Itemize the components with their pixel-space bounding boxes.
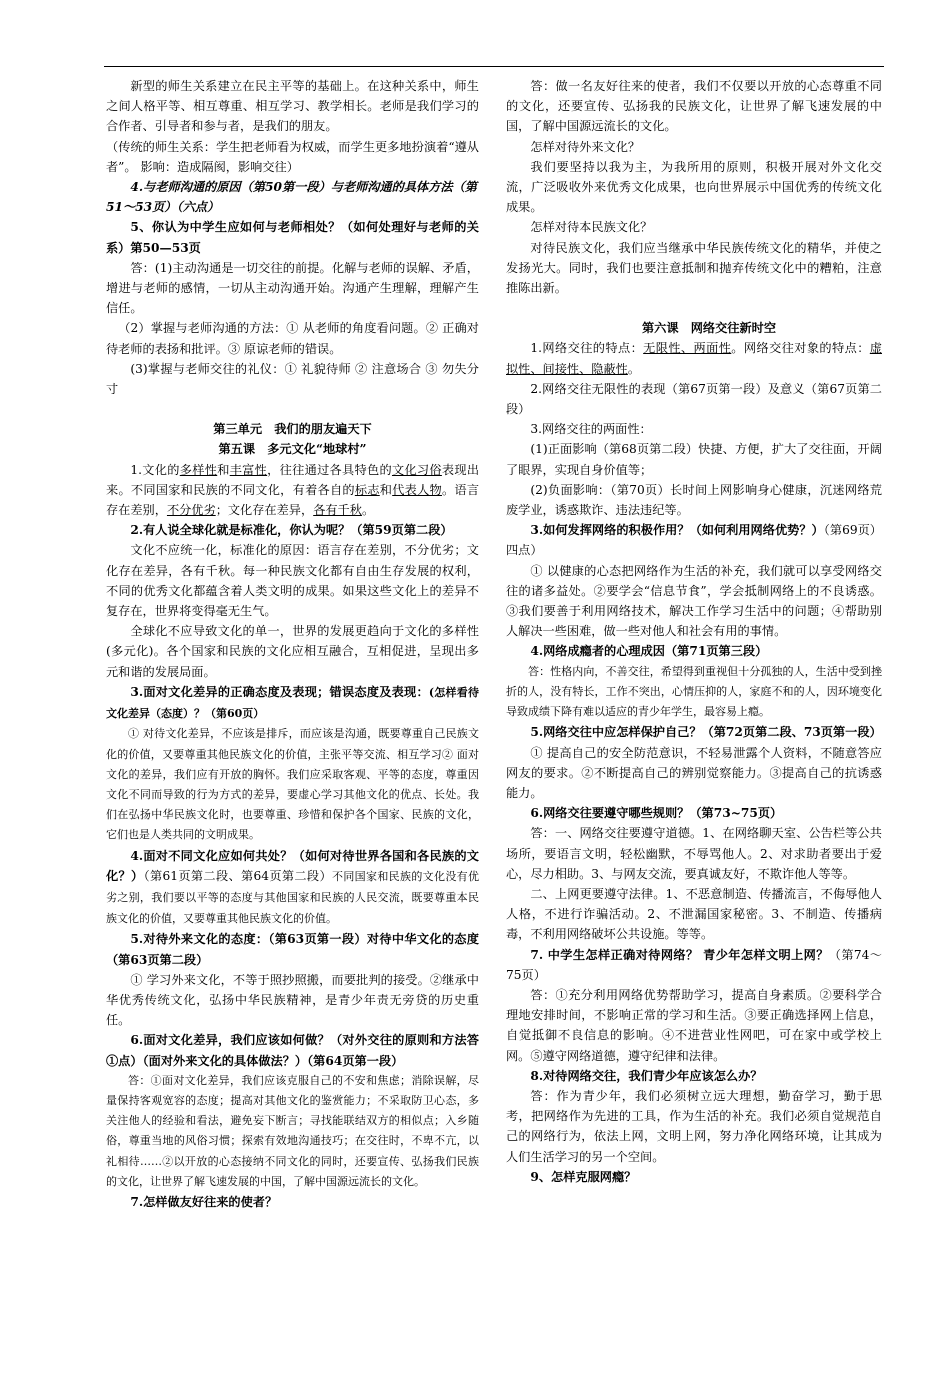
question-heading: 6.面对文化差异，我们应该如何做？（对外交往的原则和方法答①点）（面对外来文化的具体做法？）（第64页第一段） bbox=[106, 1033, 479, 1068]
unit-title: 第三单元 我们的朋友遍天下 bbox=[213, 422, 372, 437]
question-heading: 7. 中学生怎样正确对待网络？ 青少年怎样文明上网？（第74～75页） bbox=[506, 947, 882, 982]
answer-paragraph: ① 学习外来文化，不等于照抄照搬，而要批判的接受。②继承中华优秀传统文化，弘扬中华民族精神，是青少年责无旁贷的历史重任。 bbox=[106, 972, 479, 1028]
answer-paragraph: 答：(1)主动沟通是一切交往的前提。化解与老师的误解、矛盾，增进与老师的感情，一切从主动沟通开始。沟通产生理解，理解产生信任。 bbox=[106, 260, 479, 316]
paragraph: 2.网络交往无限性的表现（第67页第一段）及意义（第67页第二段） bbox=[506, 381, 882, 417]
question-heading: 5.对待外来文化的态度：（第63页第一段）对待中华文化的态度（第63页第二段） bbox=[106, 932, 479, 967]
question-heading: 4.面对不同文化应如何共处？（如何对待世界各国和各民族的文化？）（第61页第二段、第64页第二段）不同国家和民族的文化没有优劣之别，我们要以平等的态度与其他国家和民族的人民交流，既要尊重本民族文化的价值，又要尊重其他民族文化的价值。 bbox=[106, 848, 480, 926]
answer-paragraph: 答：①充分利用网络优势帮助学习，提高自身素质。②要科学合理地安排时间，不影响正常的学习和生活。③要正确选择网上信息，自觉抵御不良信息的影响。④不进营业性网吧，可在家中或学校上网。⑤遵守网络道德，遵守纪律和法律。 bbox=[506, 987, 882, 1063]
answer-paragraph: 文化不应统一化，标准化的原因：语言存在差别，不分优劣；文化存在差异，各有千秋。每一种民族文化都有自由生存发展的权利，不同的优秀文化都蕴含着人类文明的成果。如果这些文化上的差异不复存在，世界将变得毫无生气。 bbox=[106, 543, 479, 619]
paragraph: 1.网络交往的特点：无限性、两面性。网络交往对象的特点：虚拟性、间接性、隐蔽性。 bbox=[506, 341, 882, 376]
answer-paragraph: ① 以健康的心态把网络作为生活的补充，我们就可以享受网络交往的诸多益处。②要学会“信息节食”，学会抵制网络上的不良诱惑。③我们要善于利用网络技术，解决工作学习生活中的问题；④帮助别人解决一些困难，做一些对他人和社会有用的事情。 bbox=[506, 563, 882, 639]
right-column bbox=[506, 76, 882, 1187]
question-heading: 3.面对文化差异的正确态度及表现；错误态度及表现：(怎样看待文化差异（态度）？（第60页） bbox=[106, 684, 479, 721]
question-heading: 8.对待网络交往，我们青少年应该怎么办？ bbox=[530, 1068, 763, 1083]
paragraph: 3.网络交往的两面性： bbox=[530, 422, 652, 437]
answer-paragraph: ① 提高自己的安全防范意识，不轻易泄露个人资料，不随意答应网友的要求。②不断提高自己的辨别觉察能力。③提高自己的抗诱惑能力。 bbox=[506, 745, 882, 800]
paragraph: 1.文化的多样性和丰富性，往往通过各具特色的文化习俗表现出来。不同国家和民族的不同文化，有着各自的标志和代表人物。语言存在差别，不分优劣；文化存在差异，各有千秋。 bbox=[106, 462, 480, 518]
question-heading: 7.怎样做友好往来的使者？ bbox=[130, 1194, 278, 1209]
answer-paragraph: 答：①面对文化差异，我们应该克服自己的不安和焦虑；消除误解，尽量保持客观宽容的态度；提高对其他文化的鉴赏能力；不采取防卫心态，多关注他人的经验和看法，避免妄下断言；寻找能联结双方的相似点；入乡随俗，尊重当地的风俗习惯；探索有效地沟通技巧；在交往时，不卑不亢，以礼相待……②以开放的心态接纳不同文化的同时，还要宣传、弘扬我们民族的文化，让世界了解飞速发展的中国，了解中国源远流长的文化。 bbox=[106, 1073, 479, 1188]
header-rule bbox=[104, 66, 884, 67]
subquestion: 怎样对待外来文化？ bbox=[530, 139, 641, 154]
answer-paragraph: ① 对待文化差异，不应该是排斥，而应该是沟通，既要尊重自己民族文化的价值，又要尊重其他民族文化的价值，主张平等交流、相互学习② 面对文化的差异，我们应有开放的胸怀。我们应采取客观、平等的态度，尊重因文化不同而导致的行为方式的差异，要虚心学习其他文化的优点、长处。我们在弘扬中华民族文化时，也要尊重、珍惜和保护各个国家、民族的文化，它们也是人类共同的文明成果。 bbox=[106, 727, 479, 842]
question-heading: 5、你认为中学生应如何与老师相处？（如何处理好与老师的关系）第50—53页 bbox=[106, 220, 479, 255]
paragraph: (2)负面影响：（第70页）长时间上网影响身心健康，沉迷网络荒废学业，诱惑欺诈、违法违纪等。 bbox=[506, 482, 882, 518]
answer-paragraph: 答：做一名友好往来的使者，我们不仅要以开放的心态尊重不同的文化，还要宣传、弘扬我的民族文化，让世界了解飞速发展的中国，了解中国源远流长的文化。 bbox=[506, 79, 882, 134]
answer-paragraph: 全球化不应导致文化的单一，世界的发展更趋向于文化的多样性(多元化)。各个国家和民族的文化应相互融合，互相促进，呈现出多元和谐的发展局面。 bbox=[106, 624, 479, 679]
subquestion: 怎样对待本民族文化？ bbox=[530, 220, 653, 235]
question-heading: 5.网络交往中应怎样保护自己？（第72页第二段、73页第一段） bbox=[530, 725, 882, 740]
answer-paragraph: 答：作为青少年，我们必须树立远大理想，勤奋学习，勤于思考，把网络作为先进的工具，作为生活的补充。我们必须自觉规范自己的网络行为，依法上网，文明上网，努力净化网络环境，让其成为人们生活学习的另一个空间。 bbox=[506, 1088, 882, 1164]
question-heading: 9、怎样克服网瘾？ bbox=[530, 1169, 637, 1184]
question-heading: 4.网络成瘾者的心理成因（第71页第三段） bbox=[530, 644, 768, 659]
left-column bbox=[106, 76, 479, 1212]
question-heading: 3.如何发挥网络的积极作用？（如何利用网络优势？）（第69页）四点） bbox=[506, 523, 882, 558]
answer-paragraph: 二、上网更要遵守法律。1、不恶意制造、传播流言，不侮辱他人人格，不进行诈骗活动。2、不泄漏国家秘密。3、不制造、传播病毒，不利用网络破坏公共设施。等等。 bbox=[506, 886, 882, 942]
answer-paragraph: (3)掌握与老师交往的礼仪：① 礼貌待师 ② 注意场合 ③ 勿失分寸 bbox=[106, 361, 479, 397]
answer-paragraph: （2）掌握与老师沟通的方法：① 从老师的角度看问题。② 正确对待老师的表扬和批评。③ 原谅老师的错误。 bbox=[106, 321, 479, 356]
answer-paragraph: 对待民族文化，我们应当继承中华民族传统文化的精华，并使之发扬光大。同时，我们也要注意抵制和抛弃传统文化中的糟粕，注意推陈出新。 bbox=[506, 240, 882, 296]
question-heading: 4.与老师沟通的原因（第50第一段）与老师沟通的具体方法（第51～53页）（六点） bbox=[106, 180, 477, 215]
paragraph: 新型的师生关系建立在民主平等的基础上。在这种关系中，师生之间人格平等、相互尊重、相互学习、教学相长。老师是我们学习的合作者、引导者和参与者，是我们的朋友。 bbox=[106, 79, 479, 134]
paragraph: (1)正面影响（第68页第二段）快捷、方便，扩大了交往面，开阔了眼界，实现自身价值等； bbox=[506, 442, 882, 477]
answer-paragraph: 我们要坚持以我为主，为我所用的原则，积极开展对外文化交流，广泛吸收外来优秀文化成果，也向世界展示中国优秀的传统文化成果。 bbox=[506, 159, 882, 215]
lesson-title: 第五课 多元文化“地球村” bbox=[218, 442, 367, 457]
question-heading: 2.有人说全球化就是标准化，你认为呢？（第59页第二段） bbox=[130, 523, 453, 538]
paragraph: （传统的师生关系：学生把老师看为权威，而学生更多地扮演着“遵从者”。 影响：造成隔阂，影响交往） bbox=[106, 139, 479, 174]
answer-paragraph: 答：一、网络交往要遵守道德。1、在网络聊天室、公告栏等公共场所，要语言文明，轻松幽默，不辱骂他人。2、对求助者要出于爱心，尽力相助。3、与网友交流，要真诚友好，不欺诈他人等等。 bbox=[506, 826, 882, 881]
lesson-title: 第六课 网络交往新时空 bbox=[641, 321, 777, 336]
answer-paragraph: 答：性格内向，不善交往，希望得到重视但十分孤独的人，生活中受到挫折的人，没有特长，工作不突出，心情压抑的人，家庭不和的人，因环境变化导致成绩下降有难以适应的青少年学生，最容易上瘾。 bbox=[506, 664, 882, 719]
question-heading: 6.网络交往要遵守哪些规则？（第73~75页） bbox=[530, 806, 783, 821]
